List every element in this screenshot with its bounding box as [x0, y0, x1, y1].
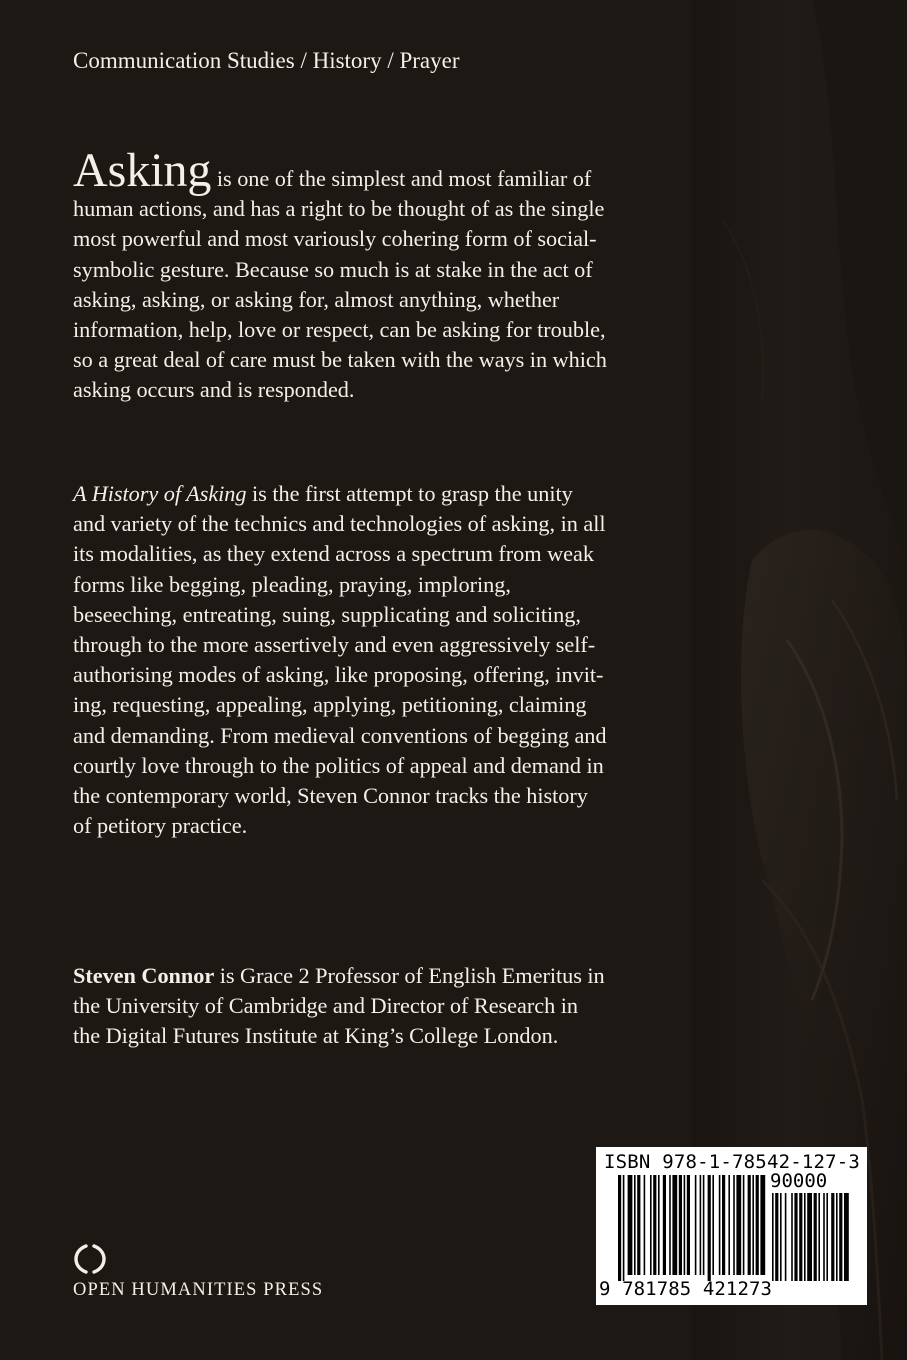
barcode-bar — [658, 1175, 660, 1275]
addon-bar — [814, 1193, 817, 1281]
addon-bar — [785, 1193, 787, 1281]
barcode-bar — [644, 1175, 646, 1275]
barcode-bar — [628, 1175, 633, 1275]
author-bio — [73, 961, 608, 1052]
publisher-name: OPEN HUMANITIES PRESS — [73, 1280, 324, 1300]
barcode-bar — [679, 1175, 682, 1275]
addon-bar — [780, 1193, 782, 1281]
addon-bar — [775, 1193, 778, 1281]
barcode-bar — [650, 1175, 652, 1275]
addon-bar — [844, 1193, 849, 1281]
barcode-bar — [733, 1175, 735, 1275]
barcode-bar — [669, 1175, 671, 1275]
paragraph-2-text: is the first attempt to grasp the unity and variety of the technics and technologies of asking, in all its modalities, as they extend across a spectrum from weak forms like begging, pleading, praying, imploring, beseeching, entreating, suing, supplicating and soliciting, through to the more assertively and even aggressively self-authorising modes of asking, like proposing, offering, inviting, requesting, appealing, applying, petitioning, claiming and demanding. From medieval conventions of begging and courtly love through to the politics of appeal and demand in the contemporary world, Steven Connor tracks the history of petitory practice. — [73, 481, 607, 839]
barcode-bar — [672, 1175, 677, 1275]
barcode-bar — [687, 1175, 690, 1275]
addon-bar — [791, 1193, 793, 1281]
barcode-bar — [653, 1175, 656, 1275]
barcode-bar — [634, 1175, 636, 1275]
barcode-bar — [743, 1175, 745, 1275]
barcode-bar — [708, 1175, 711, 1281]
barcode-bar — [728, 1175, 730, 1275]
addon-bar — [831, 1193, 834, 1281]
addon-bar — [804, 1193, 806, 1281]
barcode-bar — [722, 1175, 725, 1275]
addon-bar — [839, 1193, 842, 1281]
addon-bar — [826, 1193, 828, 1281]
addon-bar — [799, 1193, 802, 1281]
addon-bar — [772, 1193, 774, 1281]
addon-bar — [836, 1193, 838, 1281]
barcode-bar — [618, 1175, 621, 1281]
barcode-bar — [663, 1175, 666, 1275]
ean-digits: 9 781785 421273 — [599, 1278, 773, 1300]
price-addon: 90000 — [770, 1170, 828, 1192]
barcode-bar — [719, 1175, 721, 1275]
subject-category: Communication Studies / History / Prayer — [73, 48, 460, 73]
paragraph-1-text: is one of the simplest and most familiar of human actions, and has a right to be thought of as the single most powerful and most variously cohering form of social-symbolic gesture. Because so much is at stake in the act of asking, asking, or asking for, almost anything, whether information, help, love or respect, can be asking for trouble, so a great deal of care must be taken with the ways in which asking occurs and is responded. — [73, 166, 607, 403]
description-paragraph-2 — [73, 479, 608, 841]
author-name: Steven Connor — [73, 963, 215, 988]
barcode-bar — [684, 1175, 686, 1275]
barcode-bar — [637, 1175, 640, 1275]
description-paragraph-1 — [73, 144, 608, 406]
addon-bar — [823, 1193, 825, 1281]
addon-bar — [807, 1193, 812, 1281]
book-title-italic: A History of Asking — [73, 481, 247, 506]
barcode-bar — [712, 1175, 714, 1275]
barcode-bar — [736, 1175, 741, 1275]
dropcap-word: Asking — [73, 144, 212, 197]
barcode-bar — [752, 1175, 754, 1275]
barcode-bar — [695, 1175, 697, 1275]
isbn-barcode — [596, 1147, 867, 1305]
isbn-label: ISBN 978-1-78542-127-3 — [604, 1151, 861, 1173]
barcode-bar — [623, 1175, 625, 1281]
barcode-bar — [700, 1175, 702, 1275]
open-parentheses-icon — [73, 1243, 107, 1275]
barcode-bar — [756, 1175, 759, 1275]
barcode-bar — [703, 1175, 705, 1275]
barcode-bar — [748, 1175, 751, 1275]
addon-bar — [794, 1193, 797, 1281]
addon-bar — [818, 1193, 820, 1281]
barcode-bar — [760, 1175, 765, 1275]
author-bio-text: is Grace 2 Professor of English Emeritus in the University of Cambridge and Director of Research in the Digital Futures Institute at King’s College London. — [73, 963, 605, 1049]
